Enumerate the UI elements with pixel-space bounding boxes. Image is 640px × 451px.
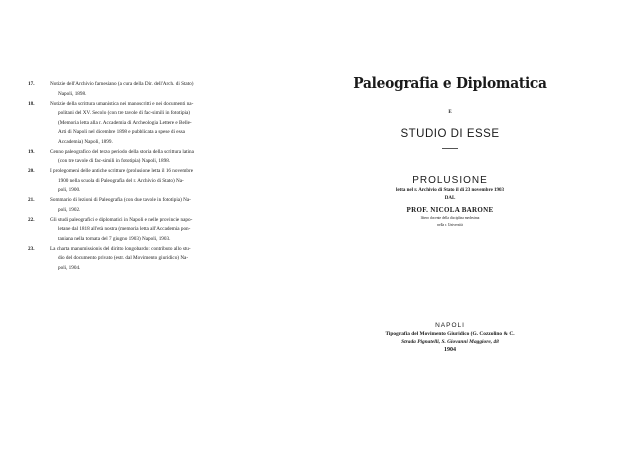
entry-line: Napoli, 1898.	[58, 90, 87, 97]
entry-line: politani del XV. Secolo (con tre tavole di fac-simili in fototipia)	[58, 110, 191, 116]
entry-line: Notizie della scrittura umanistica nei manoscritti e nei documenti na-	[50, 100, 194, 107]
publication-year: 1904	[444, 347, 456, 353]
by-line: DAL	[444, 196, 456, 201]
entry-line: Arti di Napoli nel dicembre 1898 e pubblicata a spese di essa	[58, 129, 185, 135]
entry-number: 17.	[28, 81, 35, 87]
entry-line: Sommario di lezioni di Paleografia (con due tavole in fototipia) Na-	[50, 197, 191, 203]
entry-line: letane dal 1818 all'età nostra (memoria letta all'Accademia pon-	[58, 226, 191, 232]
bibliography-entry	[28, 196, 290, 215]
entry-line: 1900 nella scuola di Paleografia del r. Archivio di Stato) Na-	[58, 177, 184, 184]
author-name: PROF. NICOLA BARONE	[406, 206, 494, 214]
bibliography-entry	[28, 100, 290, 148]
title-page	[330, 60, 570, 354]
entry-line: dio del documento privato (estr. dal Movimento giuridico) Na-	[58, 255, 189, 261]
entry-line: I prolegomeni delle antiche scritture (prolusione letta il 16 novembre	[50, 168, 194, 174]
bibliography-entry	[28, 245, 290, 274]
entry-number: 20.	[28, 168, 35, 174]
entry-number: 22.	[28, 216, 35, 223]
book-title: Paleografia e Diplomatica	[353, 74, 547, 92]
entry-line: poli, 1902.	[58, 206, 81, 213]
entry-line: poli, 1900.	[58, 187, 81, 193]
entry-number: 18.	[28, 100, 35, 107]
printer-imprint: Tipografia del Movimento Giuridico (G. Cozzolino & C.	[385, 331, 515, 337]
title-conjunction: E	[448, 110, 452, 115]
entry-number: 21.	[28, 197, 35, 203]
printer-address: Strada Pignatelli, S. Giovanni Maggiore, 48	[401, 339, 499, 345]
entry-line: (Memoria letta alla r. Accademia di Archeologia Lettere e Belle-	[58, 119, 192, 126]
author-affiliation: nella r. Università	[437, 223, 463, 227]
entry-line: taniana nella tornata del 7 giugno 1903) Napoli, 1903.	[58, 235, 171, 242]
divider	[442, 148, 458, 149]
bibliography-entry	[28, 80, 290, 99]
lecture-details: letta nel r. Archivio di Stato il di 23 novembre 1903	[395, 188, 505, 193]
entry-line: poli, 1904.	[58, 264, 81, 271]
bibliography-entry	[28, 167, 290, 196]
entry-line: Cenno paleografico del terzo periodo della storia della scrittura latina	[50, 148, 194, 155]
publication-city: NAPOLI	[435, 322, 465, 329]
entry-line: Gli studi paleografici e diplomatici in Napoli e nelle provincie napo-	[50, 216, 193, 223]
bibliography-entry	[28, 216, 290, 245]
entry-line: La charta manumissionis del diritto longobardo: contributo allo stu-	[50, 245, 191, 252]
author-role: libero docente della disciplina medesima	[420, 216, 480, 220]
entry-line: Accademia) Napoli, 1899.	[58, 138, 113, 145]
bibliography-list	[28, 80, 290, 274]
book-subtitle: STUDIO DI ESSE	[400, 128, 500, 140]
lecture-heading: PROLUSIONE	[412, 175, 488, 186]
bibliography-entry	[28, 148, 290, 167]
entry-number: 19.	[28, 148, 35, 155]
entry-number: 23.	[28, 245, 35, 252]
entry-line: Notizie dell'Archivio farnesiano (a cura della Dir. dell'Arch. di Stato)	[50, 81, 194, 87]
entry-line: (con tre tavole di fac-simili in fototipia) Napoli, 1898.	[58, 158, 171, 164]
